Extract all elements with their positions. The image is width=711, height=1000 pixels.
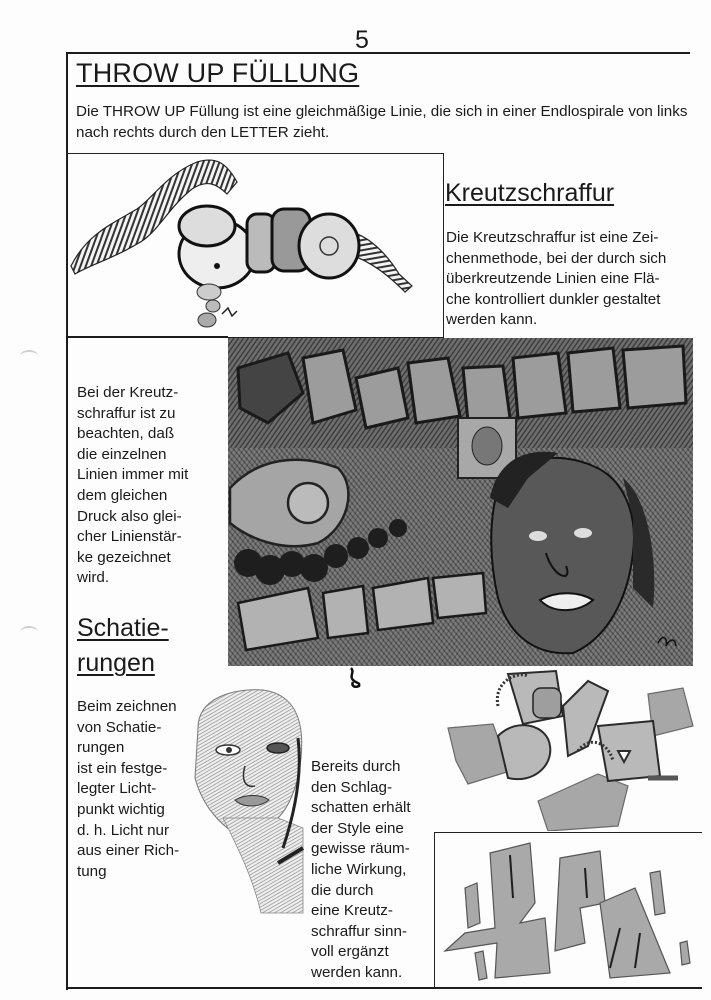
3d-graffiti-piece-with-shadow	[438, 666, 703, 831]
page-title: THROW UP FÜLLUNG	[76, 58, 360, 88]
schlagschatten-text: Bereits durch den Schlag- schatten erhält der Style eine gewisse räum- liche Wirkung, die durch eine Kreutz- schraffur sinn- voll ergänzt werden kann.	[311, 758, 411, 981]
crosshatched-graffiti-wall-with-face-illustration	[228, 338, 693, 666]
heading-kreutzschraffur: Kreutzschraffur	[445, 179, 615, 207]
punch-hole-mark	[20, 350, 38, 362]
heading-schatierungen-line1: Schatie-	[77, 614, 169, 642]
section-divider	[66, 336, 228, 338]
punch-hole-mark	[20, 626, 38, 638]
graffiti-piece-with-drop-shadow	[435, 833, 701, 987]
pencil-shaded-portrait-sketch	[183, 688, 313, 918]
intro-paragraph: Die THROW UP Füllung ist eine gleichmäßige Linie, die sich in einer Endlospirale von links nach rechts durch den LETTER zieht.	[76, 103, 688, 141]
kreutzschraffur-note-text: Bei der Kreutz- schraffur ist zu beachten, daß die einzelnen Linien immer mit dem gleichen Druck also glei- cher Linienstär- ke gezeichnet wird.	[77, 384, 189, 587]
shadow-style-piece-top	[438, 666, 703, 831]
crosshatch-scene	[228, 338, 693, 666]
schatierungen-text: Beim zeichnen von Schatie- rungen ist ein festge- legter Licht- punkt wichtig d. h. Licht nur aus einer Rich- tung	[77, 698, 180, 880]
throw-up-letter-illustration	[67, 154, 442, 336]
portrait-sketch	[183, 688, 313, 918]
small-doodle	[347, 666, 363, 688]
kreutzschraffur-text: Die Kreutzschraffur ist eine Zei- chenmethode, bei der durch sich überkreutzende Linien eine Flä- che kontrolliert dunkler gestaltet werden kann.	[446, 229, 667, 329]
page-number: 5	[355, 26, 369, 54]
throw-up-illustration-frame	[66, 153, 444, 338]
heading-schatierungen-line2: rungen	[77, 649, 155, 677]
shadow-style-frame	[434, 832, 702, 989]
top-rule	[66, 52, 690, 54]
